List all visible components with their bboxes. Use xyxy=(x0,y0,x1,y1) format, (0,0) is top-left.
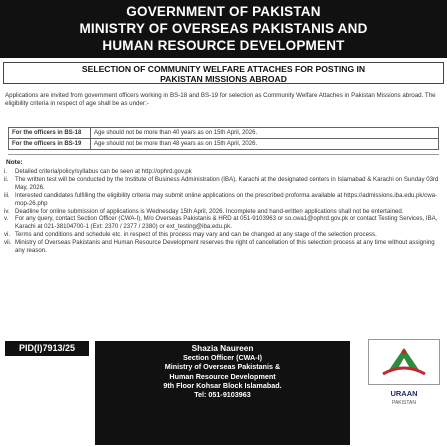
ad-subtitle xyxy=(3,62,444,84)
subtitle-line-1: SELECTION OF COMMUNITY WELFARE ATTACHES FOR POSTING IN xyxy=(81,64,366,74)
list-item xyxy=(4,192,443,208)
note-text: Detailed criteria/policy/syllabus can be seen at http://ophrd.gov.pk xyxy=(15,168,192,175)
ministry-line: Ministry of Overseas Pakistanis & xyxy=(164,362,281,372)
list-item xyxy=(4,215,443,231)
header-banner xyxy=(0,0,447,58)
list-item xyxy=(4,239,443,255)
logo-caption xyxy=(368,390,440,407)
officer-name: Shazia Naureen xyxy=(191,343,254,353)
list-item xyxy=(4,168,443,176)
header-line-hrd: HUMAN RESOURCE DEVELOPMENT xyxy=(102,38,345,53)
intro-paragraph: Applications are invited from government officers working in BS-18 and BS-19 for selection as Community Welfare Attaches in Pakistan Missions abroad. The eligibility criteria in respect of age shall be as under:- xyxy=(5,92,436,108)
note-number: v. xyxy=(4,215,9,223)
address-line: 9th Floor Kohsar Block Islamabad. xyxy=(163,380,282,390)
phone-line: Tel: 051-9103963 xyxy=(194,390,251,400)
note-heading: Note: xyxy=(6,159,23,166)
note-text: Interested candidates fulfilling the eligibility criteria may submit online applications on the prescribed proforma available at https://admissions.iba.edu.pk/cwa-mop-26.php xyxy=(15,191,438,207)
list-item xyxy=(4,208,443,216)
note-text: Terms and conditions and schedule etc. in respect of this process may vary and can be changed at any stage of the selection process. xyxy=(15,231,377,239)
note-text: Ministry of Overseas Pakistanis and Human Resource Development reserves the right of cancellation of this selection process at any time without assigning any reason. xyxy=(15,239,435,255)
subtitle-line-2: PAKISTAN MISSIONS ABROAD xyxy=(160,74,287,84)
officer-title: Section Officer (CWA-I) xyxy=(182,353,263,362)
table-row xyxy=(9,128,439,139)
uraan-logo-icon xyxy=(368,339,440,385)
list-item xyxy=(4,231,443,239)
note-number: iv. xyxy=(4,207,10,215)
age-rule: Age should not be more than 40 years as on 15th April, 2026. xyxy=(91,128,439,139)
logo-name: URAAN xyxy=(390,389,418,398)
note-number: vii. xyxy=(4,239,12,247)
header-line-ministry: MINISTRY OF OVERSEAS PAKISTANIS AND xyxy=(79,21,368,36)
note-text: For any query, contact Section Officer (CWA-I), M/o Overseas Pakistanis & HRD at 051-9103963 or so.cwa1@ophrd.gov.pk or contact Testing Services, IBA, Karachi at 021-38104700-1 (Ext: 2370 / 2377 / 2380) or ext_testing@iba.edu.pk. xyxy=(15,215,438,231)
signature-block xyxy=(95,341,350,445)
age-rule: Age should not be more than 48 years as on 15th April, 2026. xyxy=(91,139,439,150)
logo-area xyxy=(362,335,444,445)
note-number: i. xyxy=(4,168,8,175)
note-number: ii. xyxy=(4,175,9,183)
note-number: iii. xyxy=(4,191,10,199)
age-category: For the officers in BS-18 xyxy=(9,128,91,139)
division-line: Human Resource Development xyxy=(169,371,276,381)
age-category: For the officers in BS-19 xyxy=(9,139,91,150)
notes-list xyxy=(4,168,443,255)
pid-number: PID(I)7913/25 xyxy=(5,341,89,356)
list-item xyxy=(4,176,443,192)
divider xyxy=(8,154,439,155)
table-row xyxy=(9,139,439,150)
age-criteria-table xyxy=(8,127,439,150)
logo-tagline: PAKISTAN xyxy=(392,399,416,406)
note-text: Deadline for online submission of applications is Wednesday 15th April, 2026. Incomplete and hand-written applications shall not be entertained. xyxy=(15,207,404,215)
note-number: vi. xyxy=(4,231,11,239)
header-line-government: GOVERNMENT OF PAKISTAN xyxy=(126,4,321,19)
note-text: The written test will be conducted by the Institute of Business Administration (IBA), Karachi at the designated centers in Islamabad & Karachi on Sunday 03rd May, 2026. xyxy=(15,175,439,191)
